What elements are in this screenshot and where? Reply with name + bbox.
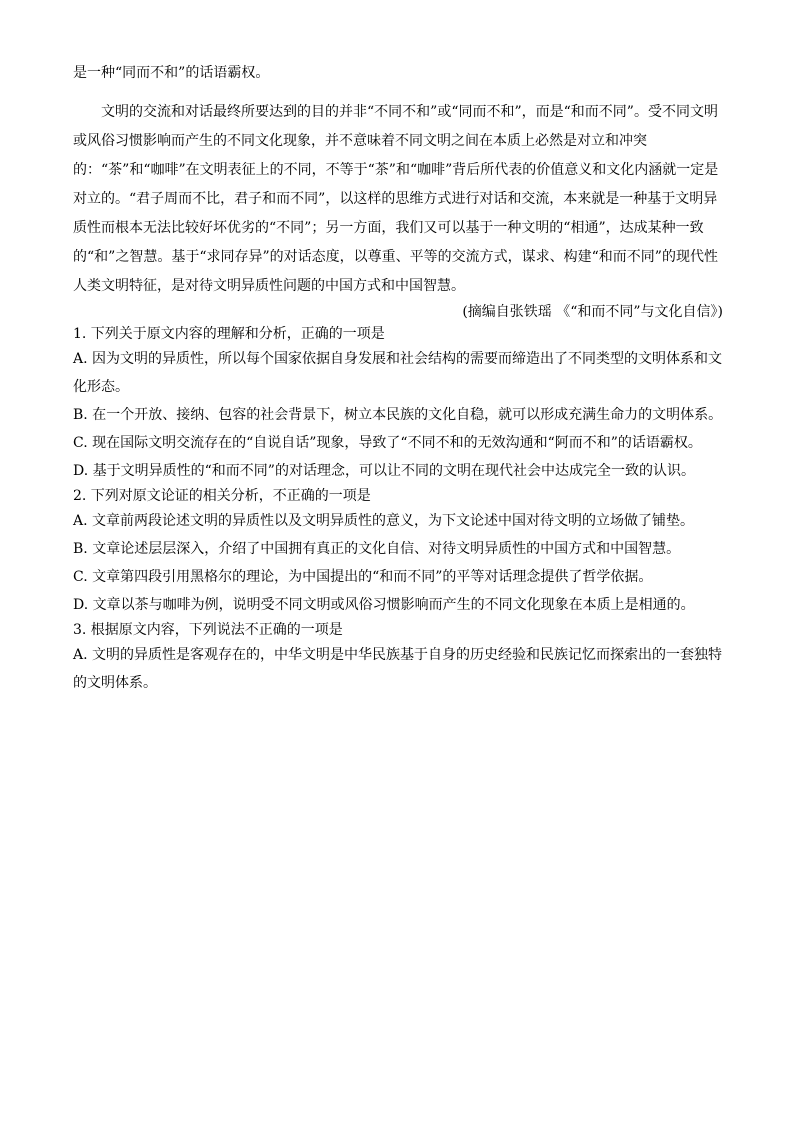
option-a: A. 文章前两段论述文明的异质性以及文明异质性的意义，为下文论述中国对待文明的立场做了铺垫。: [73, 513, 695, 529]
option-d: D. 文章以茶与咖啡为例，说明受不同文明或风俗习惯影响而产生的不同文化现象在本质上是相通的。: [73, 597, 695, 613]
question-3: [73, 619, 723, 697]
passage-paragraph: 文明的交流和对话最终所要达到的目的并非“不同不和”或“同而不和”，而是“和而不同”。受不同文明或风俗习惯影响而产生的不同文化现象，并不意味着不同文明之间在本质上必然是对立和冲突的：“茶”和“咖啡”在文明表征上的不同，不等于“茶”和“咖啡”背后所代表的价值意义和文化内涵就一定是对立的。“君子周而不比，君子和而不同”，以这样的思维方式进行对话和交流，本来就是一种基于文明异质性而根本无法比较好坏优劣的“不同”；另一方面，我们又可以基于一种文明的“相通”，达成某种一致的“和”之智慧。基于“求同存异”的对话态度，以尊重、平等的交流方式，谋求、构建“和而不同”的现代性人类文明特征，是对待文明异质性问题的中国方式和中国智慧。: [73, 104, 719, 294]
passage-line-top: 是一种“同而不和”的话语霸权。: [73, 65, 270, 81]
passage-source: (摘编自张铁瑶 《“和而不同”与文化自信》): [462, 304, 723, 320]
document-page: [73, 62, 723, 697]
question-stem: 3. 根据原文内容，下列说法不正确的一项是: [73, 622, 343, 638]
option-c: C. 文章第四段引用黑格尔的理论，为中国提出的“和而不同”的平等对话理念提供了哲学依据。: [73, 569, 653, 585]
option-d: D. 基于文明异质性的“和而不同”的对话理念，可以让不同的文明在现代社会中达成完全一致的认识。: [73, 463, 695, 479]
option-b: B. 文章论述层层深入，介绍了中国拥有真正的文化自信、对待文明异质性的中国方式和中国智慧。: [73, 541, 681, 557]
option-c: C. 现在国际文明交流存在的“自说自话”现象，导致了“不同不和的无效沟通和“阿而不和”的话语霸权。: [73, 435, 702, 451]
question-stem: 1. 下列关于原文内容的理解和分析，正确的一项是: [73, 326, 385, 342]
option-b: B. 在一个开放、接纳、包容的社会背景下，树立本民族的文化自稳，就可以形成充满生命力的文明体系。: [73, 407, 723, 423]
question-stem: 2. 下列对原文论证的相关分析，不正确的一项是: [73, 488, 371, 504]
question-2: [73, 485, 723, 619]
option-a: A. 文明的异质性是客观存在的，中华文明是中华民族基于自身的历史经验和民族记忆而探索出的一套独特的文明体系。: [73, 647, 723, 691]
option-a: A. 因为文明的异质性，所以每个国家依据自身发展和社会结构的需要而缔造出了不同类型的文明体系和文化形态。: [73, 351, 723, 395]
question-1: [73, 323, 723, 485]
